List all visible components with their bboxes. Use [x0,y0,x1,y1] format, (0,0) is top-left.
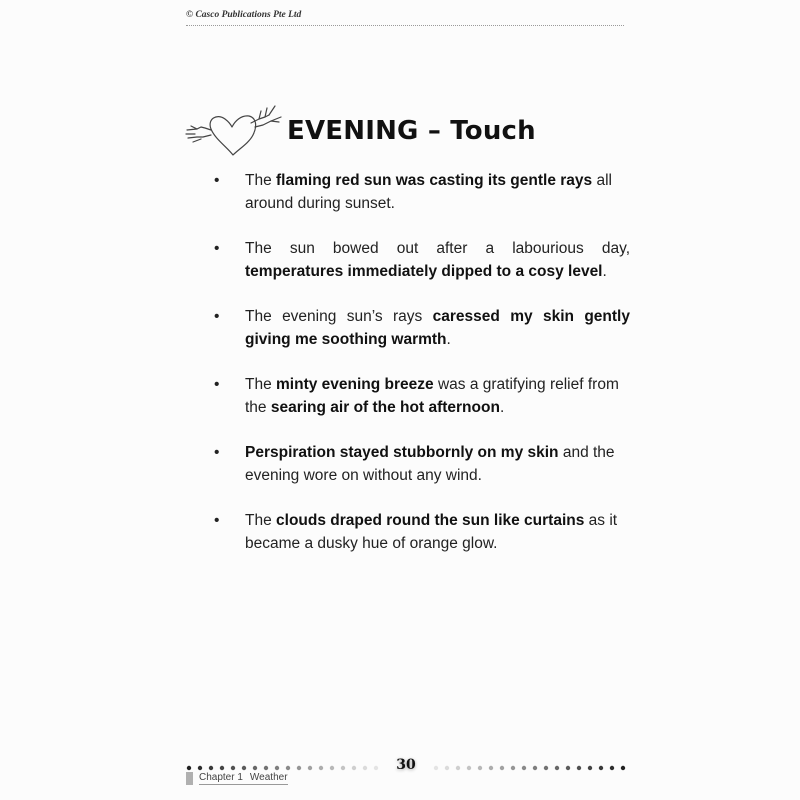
chapter-title: Weather [249,772,288,783]
chapter-tab-marker [186,772,193,785]
chapter-number: Chapter 1 [199,772,243,783]
bullet-icon: • [214,240,220,257]
list-item [210,510,630,555]
list-item-text: The clouds draped round the sun like curtains as it became a dusky hue of orange glow. [245,512,618,552]
page-title: EVENING – Touch [287,116,536,146]
header-divider [186,25,624,26]
bullet-icon: • [214,444,220,461]
list-item [210,306,630,351]
bullet-icon: • [214,308,220,325]
list-item [210,442,630,487]
list-item-text: The flaming red sun was casting its gentle rays all around during sunset. [245,172,612,212]
bullet-list [210,170,630,578]
heart-with-hands-icon [183,103,287,159]
chapter-label [186,772,288,785]
list-item-text: The evening sun’s rays caressed my skin gently giving me soothing warmth. [245,308,630,348]
list-item [210,374,630,419]
title-block [183,103,603,159]
chapter-text [199,772,288,785]
publisher-header: © Casco Publications Pte Ltd [186,10,302,20]
bullet-icon: • [214,376,220,393]
list-item [210,170,630,215]
bullet-icon: • [214,512,220,529]
list-item [210,238,630,283]
bullet-icon: • [214,172,220,189]
list-item-text: The minty evening breeze was a gratifying relief from the searing air of the hot afternoon. [245,376,619,416]
list-item-text: Perspiration stayed stubbornly on my skin and the evening wore on without any wind. [245,444,615,484]
page-number: 30 [396,757,416,773]
list-item-text: The sun bowed out after a labourious day, temperatures immediately dipped to a cosy level. [245,240,630,280]
